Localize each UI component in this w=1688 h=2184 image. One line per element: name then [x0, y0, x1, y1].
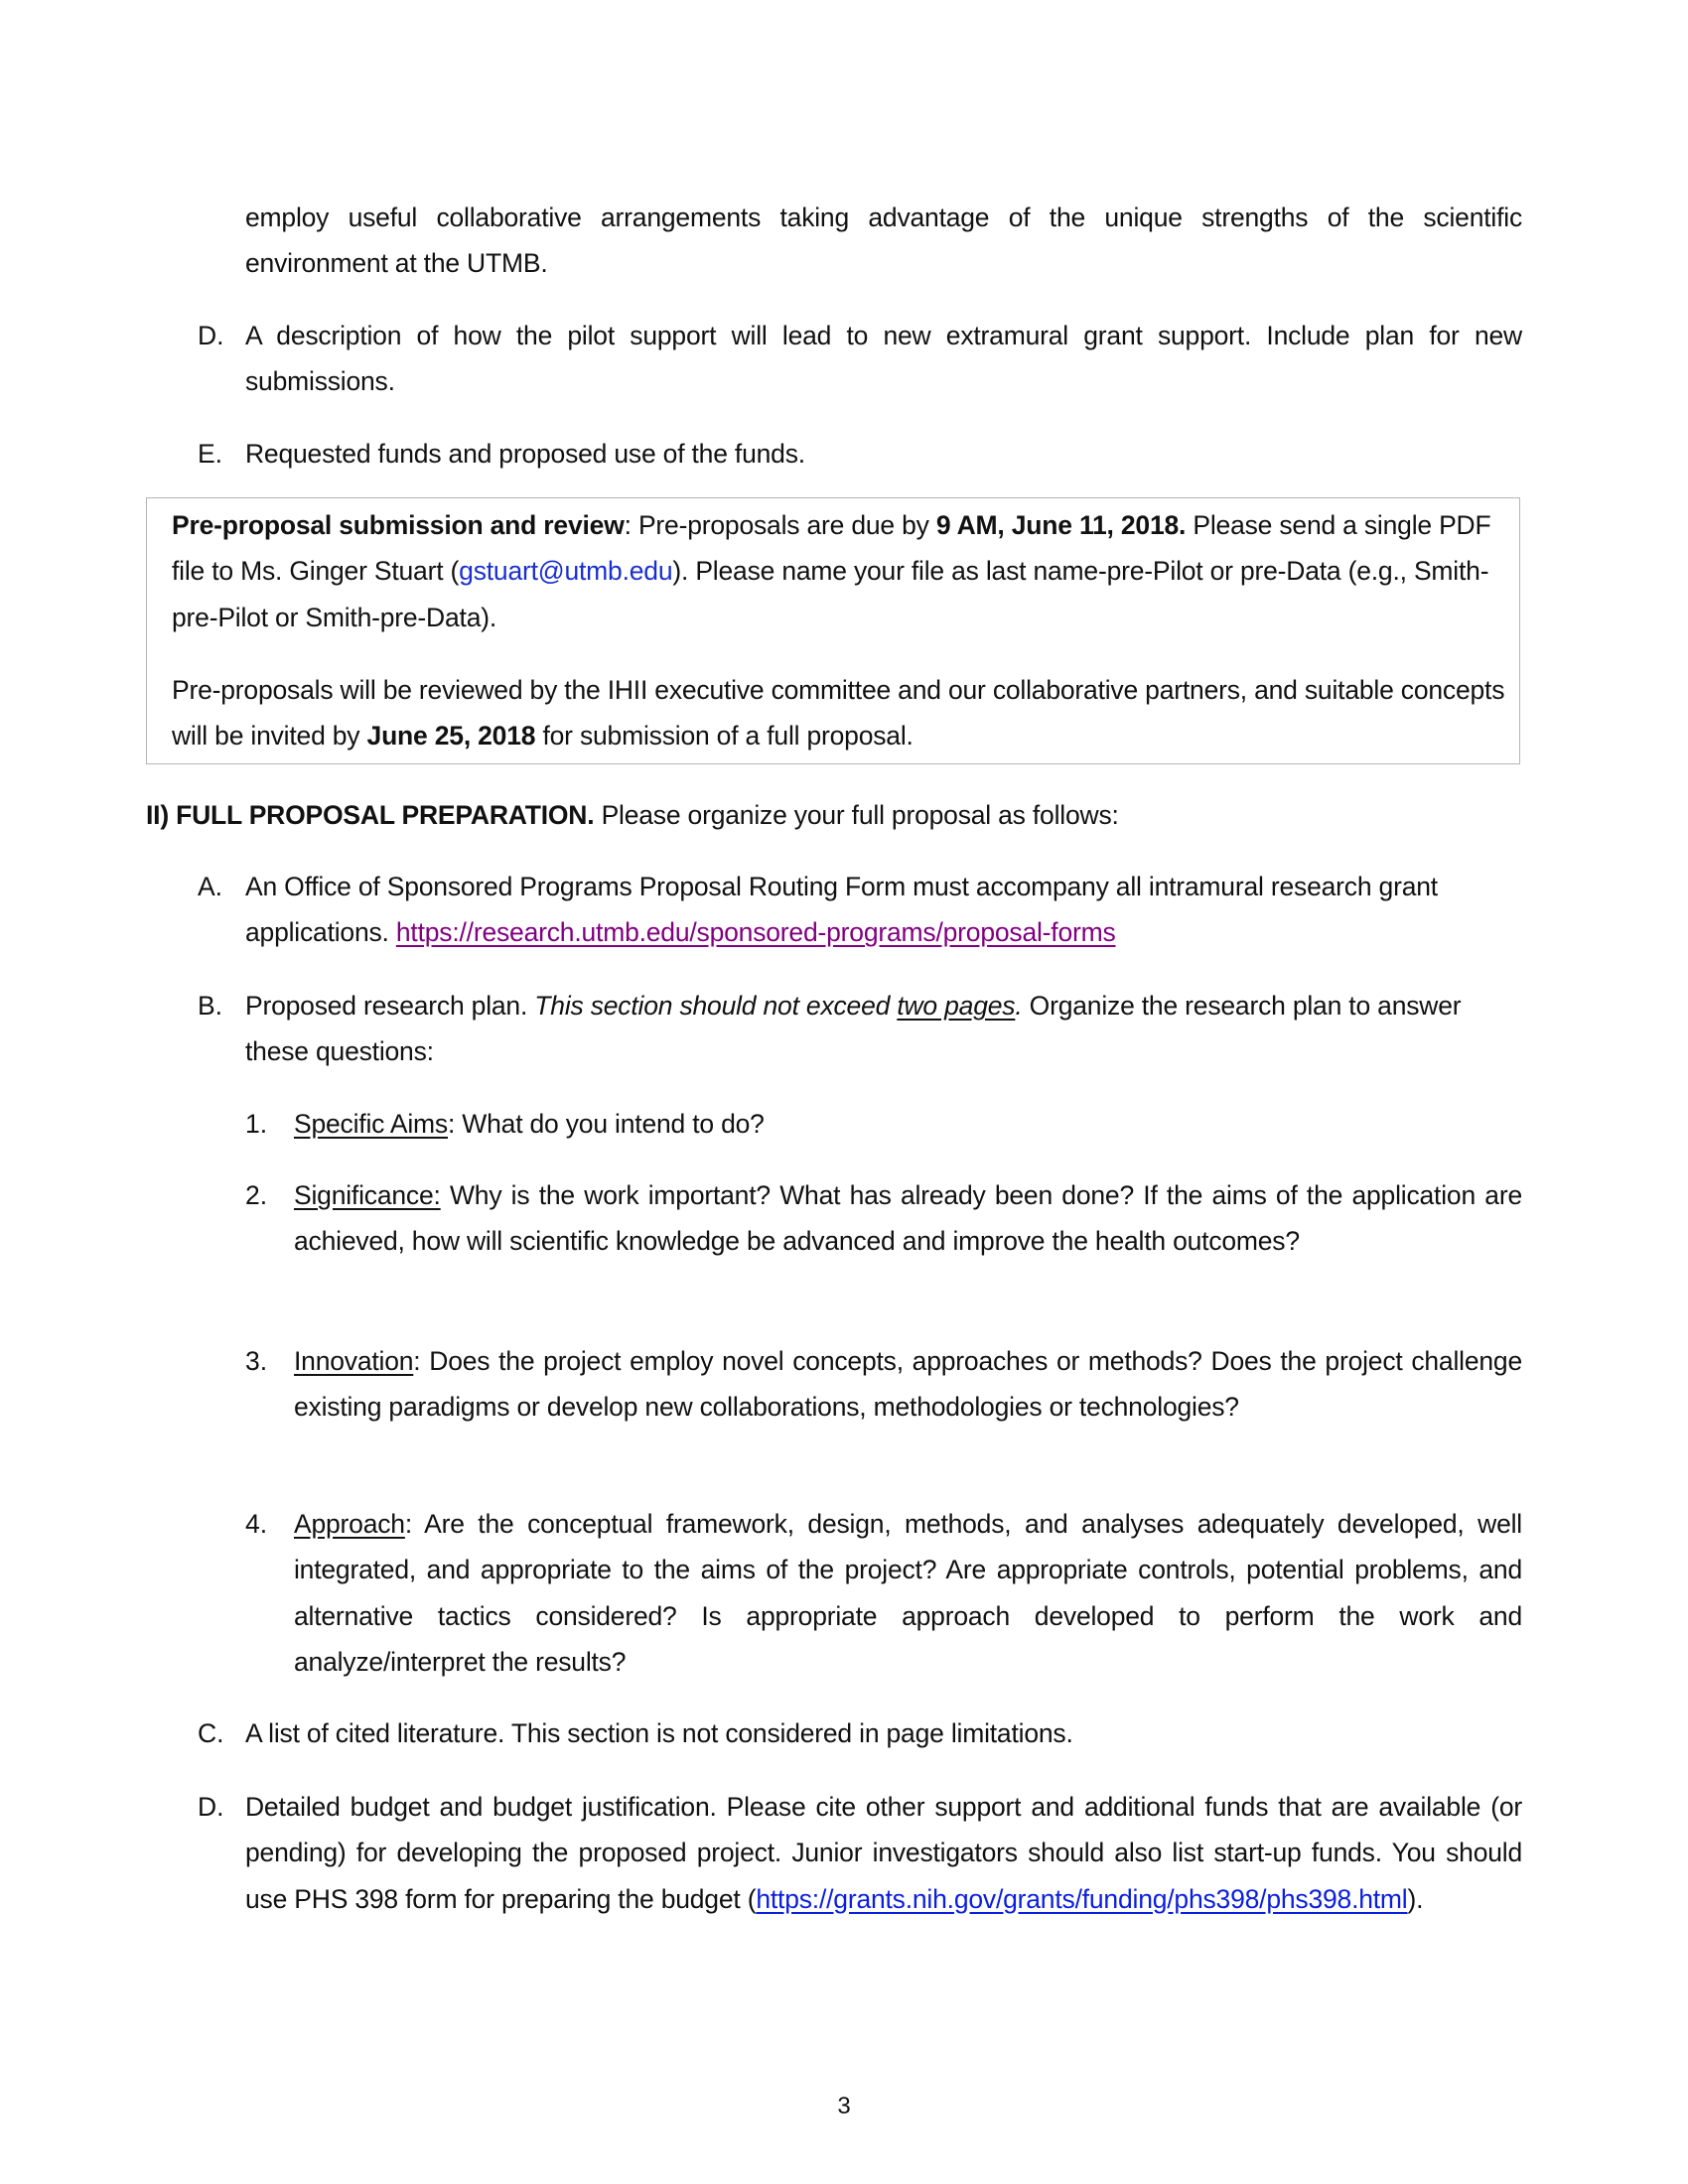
preproposal-colon: : [624, 510, 632, 540]
list-item-pilot-support: A description of how the pilot support will lead to new extramural grant support. Include plan for new submissions. [245, 321, 1522, 397]
list-label-a: A. [198, 872, 223, 901]
question-term: Approach [294, 1509, 405, 1539]
page-number: 3 [837, 2093, 851, 2119]
preproposal-text-a: Pre-proposals are due by [631, 510, 936, 540]
question-term: Specific Aims [294, 1109, 448, 1139]
preproposal-text-c: ). Please name your file as last name-pre-Pilot or pre-Data (e.g., Smith-pre-Pilot or Smith-pre-Data). [172, 556, 1489, 632]
budget-text-end: ). [1407, 1883, 1424, 1914]
question-number-2: 2. [245, 1180, 268, 1210]
question-approach [294, 1501, 1522, 1685]
routing-form-text: An Office of Sponsored Programs Proposal Routing Form must accompany all intramural research grant applications. [245, 872, 1438, 948]
phs398-link[interactable]: https://grants.nih.gov/grants/funding/phs398/phs398.html [756, 1883, 1408, 1914]
question-text: Why is the work important? What has already been done? If the aims of the application are achieved, how will scientific knowledge be advanced and improve the health outcomes? [294, 1180, 1522, 1257]
preproposal-deadline: 9 AM, June 11, 2018. [935, 510, 1187, 540]
intro-continuation-paragraph: employ useful collaborative arrangements taking advantage of the unique strengths of the scientific environment at the UTMB. [245, 203, 1522, 279]
list-label-e: E. [198, 439, 223, 469]
question-number-4: 4. [245, 1509, 268, 1539]
preproposal-text-b: Please send a single PDF file to Ms. Ginger Stuart ( [172, 510, 1491, 587]
question-specific-aims [294, 1101, 1522, 1147]
question-text: : What do you intend to do? [447, 1109, 765, 1139]
question-text: : Are the conceptual framework, design, methods, and analyses adequately developed, well integrated, and appropriate to the aims of the project? Are appropriate controls, potential problems, and alternative tactics considered? Is appropriate approach developed to perform the work and analyze/interpret the results? [294, 1509, 1522, 1677]
contact-email-link[interactable]: gstuart@utmb.edu [459, 556, 673, 587]
question-number-1: 1. [245, 1109, 268, 1139]
budget-text: Detailed budget and budget justification. Please cite other support and additional funds that are available (or pending) for developing the proposed project. Junior investigators should also list start-up funds. You should use PHS 398 form for preparing the budget ( [245, 1792, 1522, 1914]
preproposal-paragraph-1 [172, 502, 1507, 640]
preproposal-review-text: Pre-proposals will be reviewed by the IHII executive committee and our collaborative partners, and suitable concepts will be invited by [172, 675, 1505, 751]
preproposal-heading: Pre-proposal submission and review [172, 510, 625, 540]
research-plan-text-b: Organize the research plan to answer these questions: [245, 991, 1462, 1067]
question-term: Innovation [294, 1346, 414, 1376]
research-plan-italic-b: . [1015, 991, 1023, 1021]
preproposal-review-text-end: for submission of a full proposal. [535, 721, 914, 751]
list-label-b: B. [198, 991, 223, 1021]
invite-date: June 25, 2018 [366, 721, 536, 751]
research-plan-italic-a: This section should not exceed [534, 991, 898, 1021]
question-number-3: 3. [245, 1346, 268, 1376]
question-innovation [294, 1338, 1522, 1431]
section-2-intro: Please organize your full proposal as follows: [594, 800, 1119, 830]
list-item-research-plan [245, 983, 1526, 1075]
list-item-budget [245, 1784, 1522, 1922]
section-2-heading-line [146, 792, 1522, 838]
question-text: : Does the project employ novel concepts, approaches or methods? Does the project challenge existing paradigms or develop new collaborations, methodologies or technologies? [294, 1346, 1522, 1423]
list-label-d: D. [198, 321, 224, 350]
page-limit-emphasis: two pages [897, 991, 1016, 1021]
preproposal-paragraph-2 [172, 667, 1507, 759]
question-significance [294, 1172, 1522, 1265]
list-item-cited-literature: A list of cited literature. This section is not considered in page limitations. [245, 1718, 1073, 1748]
list-item-requested-funds: Requested funds and proposed use of the funds. [245, 439, 805, 469]
question-term: Significance: [294, 1180, 441, 1210]
list-item-routing-form [245, 864, 1526, 956]
list-label-d-budget: D. [198, 1792, 224, 1822]
section-2-heading: II) FULL PROPOSAL PREPARATION. [146, 800, 595, 830]
proposal-forms-link[interactable]: https://research.utmb.edu/sponsored-programs/proposal-forms [395, 917, 1116, 948]
research-plan-text-a: Proposed research plan. [245, 991, 535, 1021]
list-label-c: C. [198, 1718, 224, 1748]
